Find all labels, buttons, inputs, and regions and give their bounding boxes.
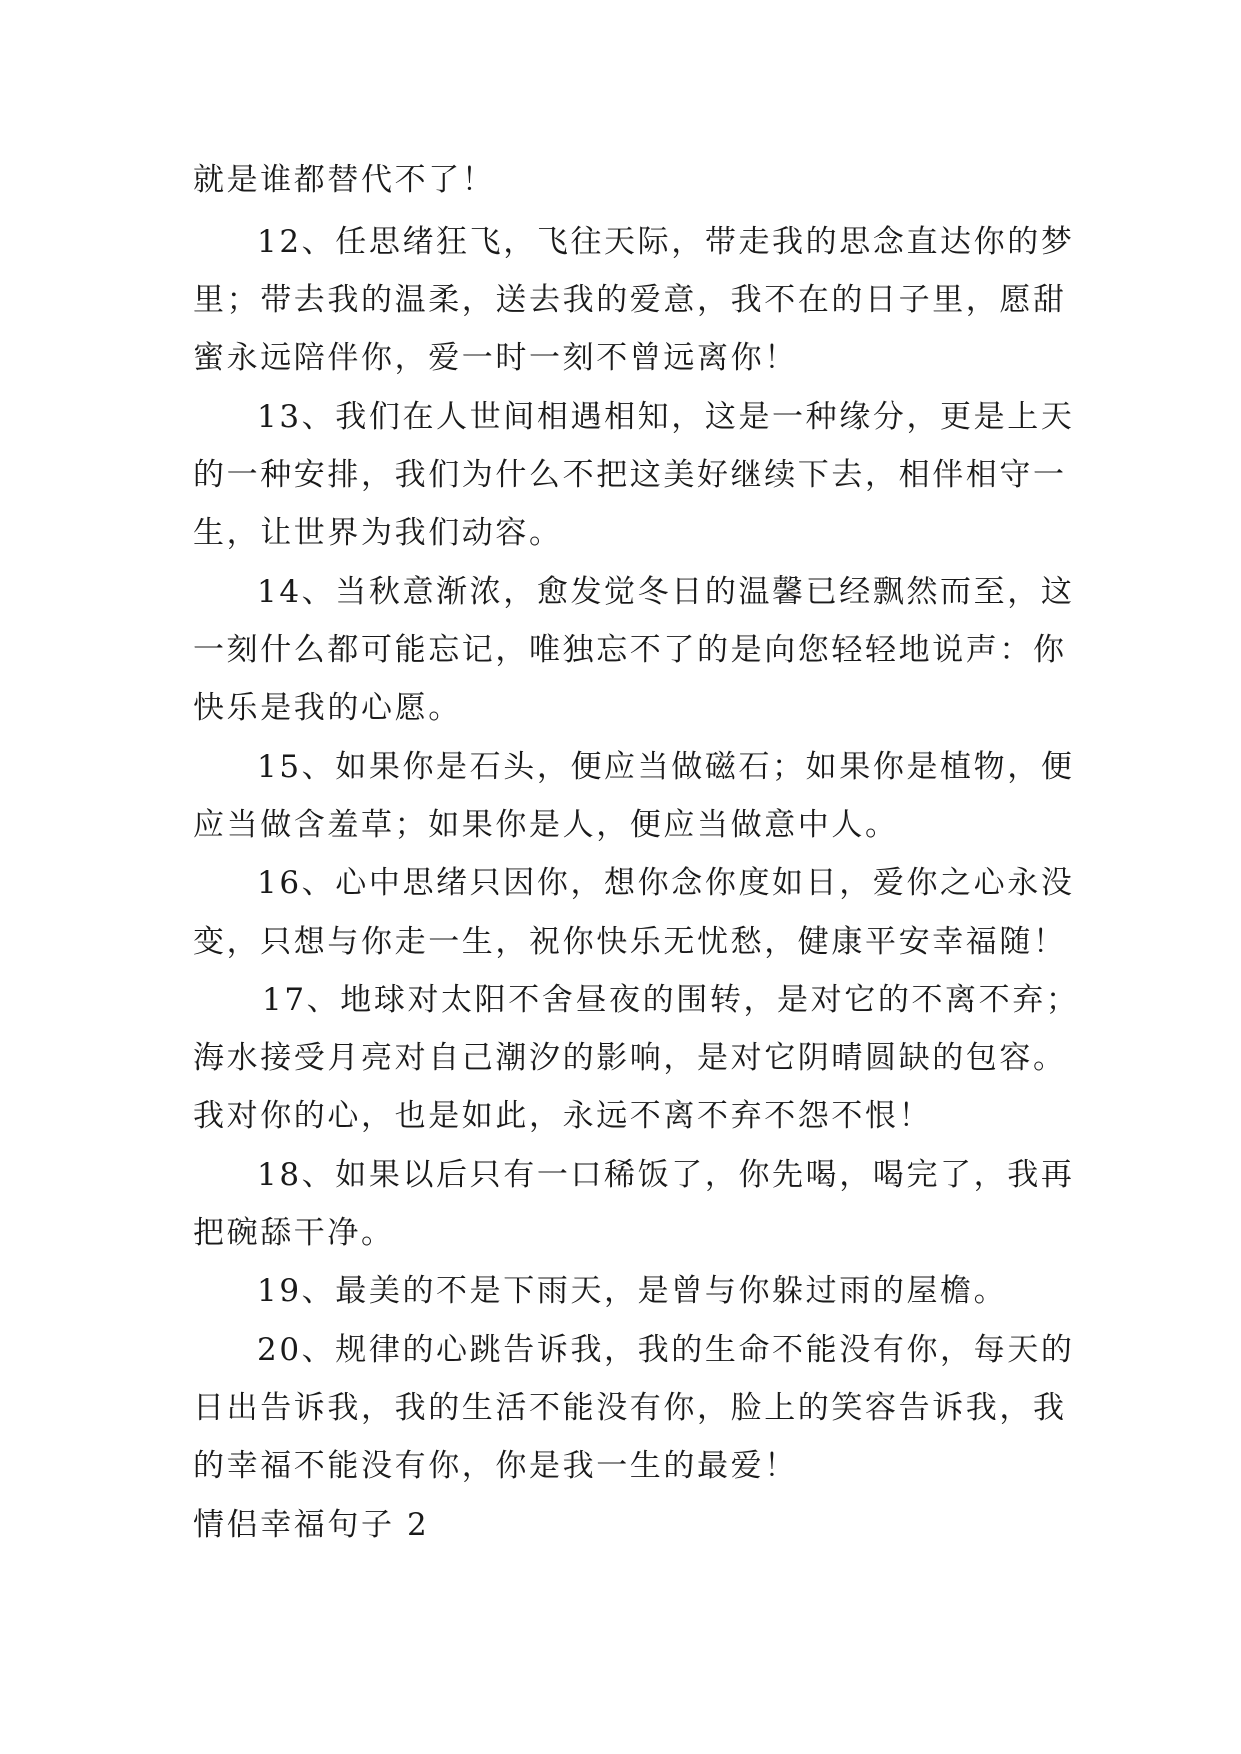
- item-12-line-2: 里；带去我的温柔，送去我的爱意，我不在的日子里，愿甜: [193, 282, 1067, 318]
- item-18-line-2: 把碗舔干净。: [193, 1215, 395, 1251]
- item-20-line-1: 20、规律的心跳告诉我，我的生命不能没有你，每天的: [257, 1332, 1075, 1368]
- item-13-line-3: 生，让世界为我们动容。: [193, 515, 563, 551]
- item-20-line-2: 日出告诉我，我的生活不能没有你，脸上的笑容告诉我，我: [193, 1390, 1067, 1426]
- item-19-line-1: 19、最美的不是下雨天，是曾与你躲过雨的屋檐。: [257, 1273, 1008, 1309]
- item-16-line-2: 变，只想与你走一生，祝你快乐无忧愁，健康平安幸福随！: [193, 924, 1067, 960]
- text-line: 就是谁都替代不了！: [193, 162, 496, 198]
- item-17-line-3: 我对你的心，也是如此，永远不离不弃不怨不恨！: [193, 1098, 933, 1134]
- item-17-line-1: 17、地球对太阳不舍昼夜的围转，是对它的不离不弃；: [262, 982, 1080, 1018]
- item-12-line-1: 12、任思绪狂飞，飞往天际，带走我的思念直达你的梦: [257, 224, 1075, 260]
- item-16-line-1: 16、心中思绪只因你，想你念你度如日，爱你之心永没: [257, 865, 1075, 901]
- item-20-line-3: 的幸福不能没有你，你是我一生的最爱！: [193, 1448, 798, 1484]
- item-13-line-2: 的一种安排，我们为什么不把这美好继续下去，相伴相守一: [193, 457, 1067, 493]
- item-15-line-1: 15、如果你是石头，便应当做磁石；如果你是植物，便: [257, 749, 1075, 785]
- item-13-line-1: 13、我们在人世间相遇相知，这是一种缘分，更是上天: [257, 399, 1075, 435]
- item-17-line-2: 海水接受月亮对自己潮汐的影响，是对它阴晴圆缺的包容。: [193, 1040, 1067, 1076]
- item-12-line-3: 蜜永远陪伴你，爱一时一刻不曾远离你！: [193, 340, 798, 376]
- item-14-line-1: 14、当秋意渐浓，愈发觉冬日的温馨已经飘然而至，这: [257, 574, 1075, 610]
- item-18-line-1: 18、如果以后只有一口稀饭了，你先喝，喝完了，我再: [257, 1157, 1075, 1193]
- item-14-line-3: 快乐是我的心愿。: [193, 690, 462, 726]
- section-heading: 情侣幸福句子 2: [193, 1507, 430, 1543]
- item-15-line-2: 应当做含羞草；如果你是人，便应当做意中人。: [193, 807, 899, 843]
- item-14-line-2: 一刻什么都可能忘记，唯独忘不了的是向您轻轻地说声：你: [193, 632, 1067, 668]
